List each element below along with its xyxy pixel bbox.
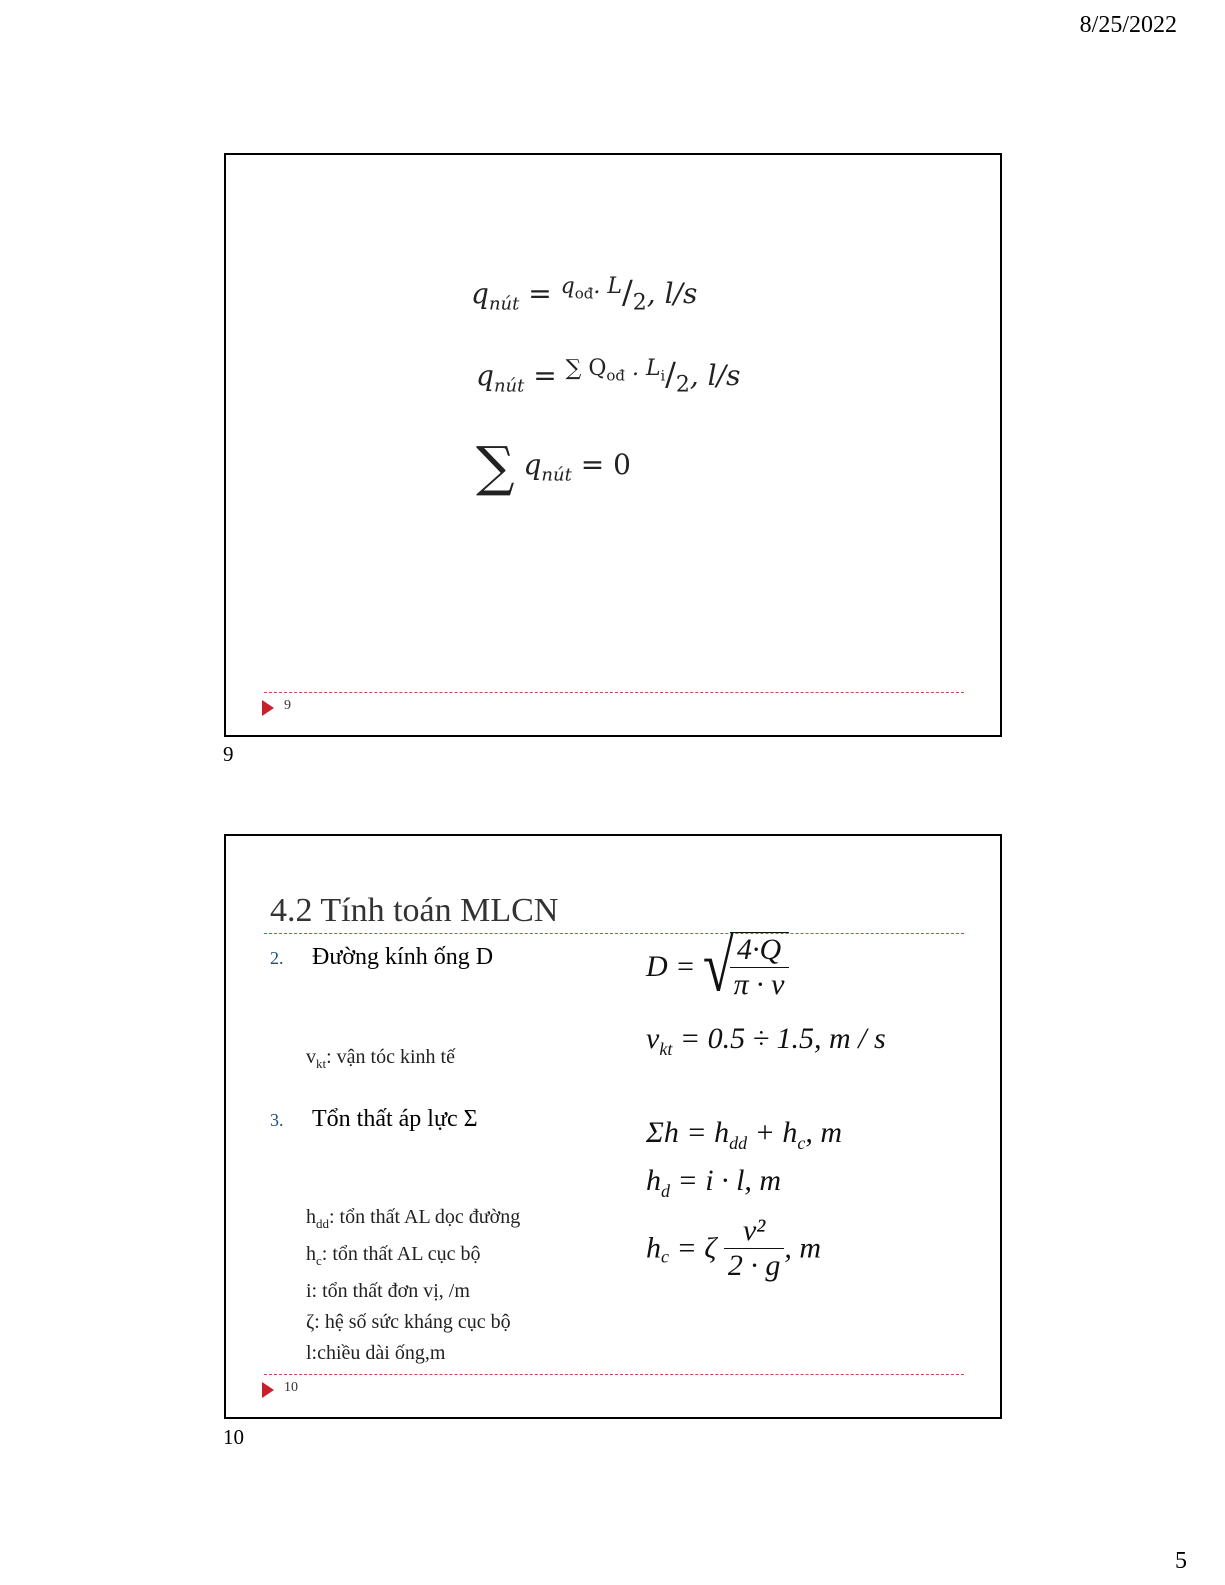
f2-num: ∑ Q [565,355,607,381]
f3-sum: ∑ [476,435,515,498]
f2-den: 2 [675,372,690,398]
slide-caption-9: 9 [223,742,234,766]
f3-q: q [523,448,542,481]
eq-hc-frac: $\frac{\text{v²}}{2 \cdot g}$ [724,1214,785,1283]
title-divider [264,933,964,934]
eq-hd: $h_d = i \cdot l$, m [646,1164,782,1201]
f3-rhs: = 0 [580,448,631,481]
eq-D-frac [730,932,789,1002]
def-hdd: $h_{dd}$: tổn thất AL dọc đường [306,1206,521,1231]
f2-mid: . L [625,355,661,381]
footer-triangle-icon [262,1382,274,1398]
def-l: l:chiều dài ống,m [306,1342,446,1364]
def-i: i: tổn thất đơn vị, /m [306,1280,470,1302]
f2-lhs: q [476,359,494,392]
f1-mid: . L [593,273,622,299]
definitions-list [306,1202,520,1369]
formula-q-node-1: $q_{nút} = ^{q_{ođ}. L}/_2$, l/s [471,273,698,316]
header-date: 8/25/2022 [1079,12,1177,38]
vkt-text: : vận tóc kinh tế [326,1046,455,1068]
item-3-num: 3. [270,1110,284,1130]
slide-caption-10: 10 [223,1425,244,1449]
footer-divider [264,1374,964,1375]
vkt-definition [306,1042,455,1079]
formula-sum-q-node [476,435,631,498]
eq-sum-h: $\Sigma h = h_{dd} + h_c$, m [646,1116,842,1153]
f3-q-sub: nút [541,464,572,486]
slide-9 [224,153,1002,737]
footer-triangle-icon [262,700,274,716]
f2-mid-sub: i [660,368,666,385]
vkt-sub: kt [316,1056,327,1071]
f1-lhs-sub: nút [488,293,520,315]
f2-num-sub: ođ [606,366,626,385]
item-3-text: Tổn thất áp lực Σ [312,1106,478,1132]
f1-lhs: q [471,277,489,310]
def-hc: $h_c$: tổn thất AL cục bộ [306,1243,481,1268]
eq-velocity: $v_{kt} = 0.5 \div 1.5$, m / s [646,1022,886,1059]
eq-hc: $h_c = \zeta$ $\frac{\text{v²}}{2 \cdot g}$ , m [646,1214,822,1282]
f1-num: q [560,273,575,299]
eq-D-lhs: D = [646,950,696,983]
slide-title: 4.2 Tính toán MLCN [270,892,559,929]
f1-num-sub: ođ [574,284,594,303]
slide-number: 9 [284,698,291,713]
item-3 [270,1106,478,1133]
f1-den: 2 [632,290,647,316]
item-2-num: 2. [270,948,284,968]
slide-number: 10 [284,1380,298,1395]
item-2-text: Đường kính ống D [312,944,494,970]
item-2 [270,944,493,971]
f2-unit: , l/s [689,359,741,392]
formula-q-node-2: $q_{nút} = ^{\sum Q_{ođ} . L_i}/_2$, l/s [476,355,741,398]
def-zeta: ζ: hệ số sức kháng cục bộ [306,1311,511,1333]
sqrt-icon: √ [702,926,734,1008]
slide-10 [224,834,1002,1419]
vkt-label: v [306,1046,316,1068]
eq-D-num: 4·Q [730,933,789,968]
eq-diameter [646,926,789,1008]
page-number: 5 [1175,1548,1187,1574]
footer-divider [264,692,964,693]
eq-D-den: π · v [733,968,785,1001]
f1-unit: , l/s [646,277,698,310]
f2-lhs-sub: nút [493,375,525,397]
